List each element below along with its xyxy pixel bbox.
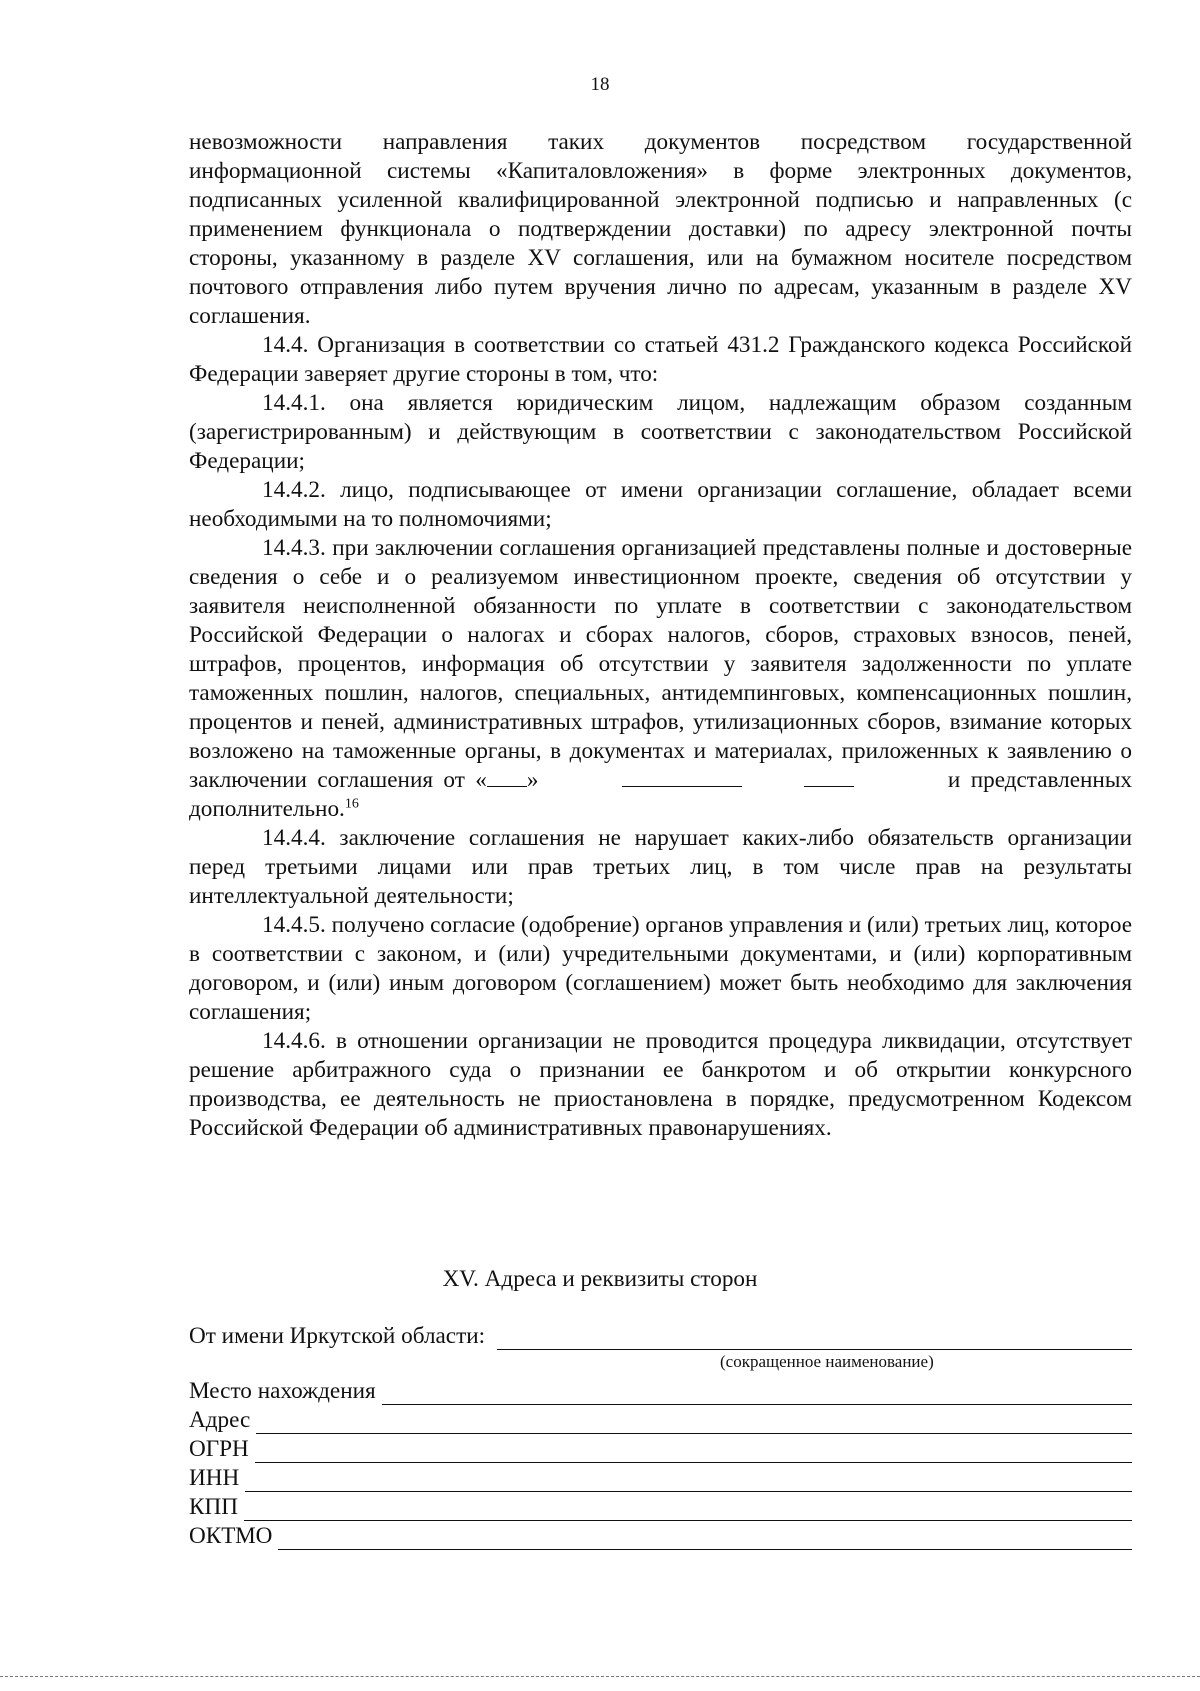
field-row-oktmo <box>189 1522 1132 1550</box>
field-label-ogrn: ОГРН <box>189 1436 249 1462</box>
on-behalf-label: От имени Иркутской области: <box>189 1323 486 1349</box>
quote-close: » <box>526 767 539 793</box>
paragraph-14-4-3-text: 14.4.3. при заключении соглашения организацией представлены полные и достоверные сведения о себе и о реализуемом инвестиционном проекте, сведения об отсутствии у заявителя неисполненной обязанности по уплате в соответствии с законодательством Российской Федерации о налогах и сборах налогов, сборов, страховых взносов, пеней, штрафов, процентов, информация об отсутствии у заявителя задолженности по уплате таможенных пошлин, налогов, специальных, антидемпинговых, компенсационных пошлин, процентов и пеней, административных штрафов, утилизационных сборов, взимание которых возложено на таможенные органы, в документах и материалах, приложенных к заявлению о заключении соглашения от « <box>189 535 1132 793</box>
year-blank <box>804 768 854 787</box>
field-label-oktmo: ОКТМО <box>189 1523 273 1549</box>
paragraph-14-4-3 <box>189 534 1132 824</box>
field-row-ogrn <box>189 1435 1132 1463</box>
field-row-address <box>189 1406 1132 1434</box>
field-label-kpp: КПП <box>189 1494 238 1520</box>
page-bottom-edge <box>0 1676 1200 1677</box>
month-blank <box>622 768 742 787</box>
paragraph-14-4-2: 14.4.2. лицо, подписывающее от имени организации соглашение, обладает всеми необходимыми на то полномочиями; <box>189 477 1132 532</box>
paragraph-14-4-5: 14.4.5. получено согласие (одобрение) органов управления и (или) третьих лиц, которое в соответствии с законом, и (или) учредительными документами, и (или) корпоративным договором, и (или) иным договором (соглашением) может быть необходимо для заключения соглашения; <box>189 912 1132 1025</box>
paragraph-continuation: невозможности направления таких документов посредством государственной информационной системы «Капиталовложения» в форме электронных документов, подписанных усиленной квалифицированной электронной подписью и направленных (с применением функционала о подтверждении доставки) по адресу электронной почты стороны, указанному в разделе XV соглашения, или на бумажном носителе посредством почтового отправления либо путем вручения лично по адресам, указанным в разделе XV соглашения. <box>189 129 1132 329</box>
day-blank <box>487 768 527 787</box>
section-heading: XV. Адреса и реквизиты сторон <box>442 1266 758 1292</box>
on-behalf-row <box>189 1322 1132 1350</box>
on-behalf-blank <box>497 1327 1132 1350</box>
field-line-address <box>256 1411 1132 1434</box>
field-label-location: Место нахождения <box>189 1378 376 1404</box>
field-row-location <box>189 1377 1132 1405</box>
field-line-kpp <box>244 1498 1132 1521</box>
field-line-location <box>382 1382 1132 1405</box>
paragraph-14-4-6: 14.4.6. в отношении организации не проводится процедура ликвидации, отсутствует решение арбитражного суда о признании ее банкротом и об открытии конкурсного производства, ее деятельность не приостановлена в порядке, предусмотренном Кодексом Российской Федерации об административных правонарушениях. <box>189 1028 1132 1141</box>
field-row-kpp <box>189 1493 1132 1521</box>
field-line-oktmo <box>278 1527 1132 1550</box>
footnote-ref: 16 <box>344 796 359 812</box>
field-row-inn <box>189 1464 1132 1492</box>
field-line-ogrn <box>255 1440 1132 1463</box>
paragraph-14-4-3-tail: и представленных дополнительно. <box>189 767 1133 822</box>
paragraph-14-4-4: 14.4.4. заключение соглашения не нарушает каких-либо обязательств организации перед третьими лицами или прав третьих лиц, в том числе прав на результаты интеллектуальной деятельности; <box>189 825 1132 909</box>
page-number: 18 <box>590 74 610 95</box>
field-label-address: Адрес <box>189 1407 251 1433</box>
field-label-inn: ИНН <box>189 1465 240 1491</box>
name-caption: (сокращенное наименование) <box>720 1352 934 1371</box>
paragraph-14-4: 14.4. Организация в соответствии со статьей 431.2 Гражданского кодекса Российской Федерации заверяет другие стороны в том, что: <box>189 332 1132 387</box>
paragraph-14-4-1: 14.4.1. она является юридическим лицом, надлежащим образом созданным (зарегистрированным) и действующим в соответствии с законодательством Российской Федерации; <box>189 390 1132 474</box>
field-line-inn <box>245 1469 1132 1492</box>
document-body <box>189 128 1132 1143</box>
